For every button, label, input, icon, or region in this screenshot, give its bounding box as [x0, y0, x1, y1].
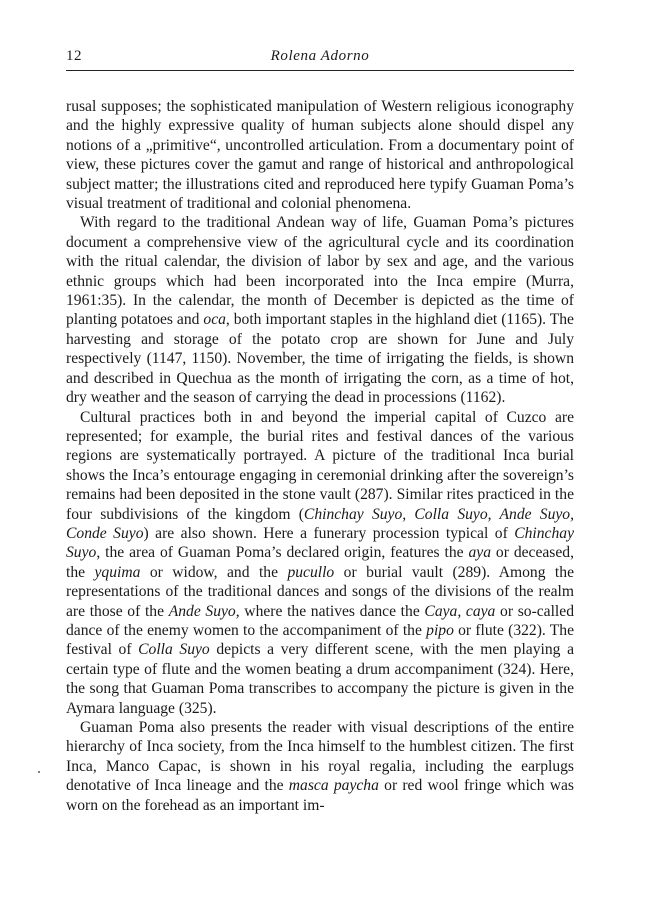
- text-run: , both important staples in the highland diet (1165). The harvesting and storage of the potato crop are shown for June and July respectively (1147, 1150). November, the time of irrigating the fields, is shown and described in Quechua as the month of irrigating the corn, as a time of hot, dry weather and the season of carrying the dead in processions (1162).: [66, 311, 574, 407]
- margin-speck: [38, 771, 40, 773]
- paragraph: [66, 718, 574, 815]
- text-run: or so-called dance of the enemy women to the accompaniment of the: [66, 602, 574, 639]
- text-run: rusal supposes; the sophisticated manipulation of Western religious iconography and the highly expressive quality of human subjects alone should dispel any notions of a „primitive“, uncontrolled articulation. From a documentary point of view, these pictures cover the gamut and range of historical and anthropological subject matter; the illustrations cited and reproduced here typify Guaman Poma’s visual treatment of traditional and colonial phenomena.: [66, 98, 574, 213]
- paragraph: [66, 213, 574, 407]
- text-run: , where the natives dance the: [235, 602, 425, 620]
- body-text: [66, 97, 574, 815]
- running-title-author: Rolena Adorno: [270, 48, 370, 64]
- italic-term: yquima: [94, 563, 141, 581]
- running-head: [66, 44, 574, 71]
- text-run: or burial vault (289). Among the representations of the traditional dances and songs of the divisions of the realm are those of the: [66, 563, 574, 620]
- italic-term: aya: [468, 544, 491, 562]
- text-run: With regard to the traditional Andean way of life, Guaman Poma’s pictures document a comprehensive view of the agricultural cycle and its coordination with the ritual calendar, the division of labor by sex and age, and the various ethnic groups which had been incorporated into the Inca empire (Murra, 1961:35). In the calendar, the month of December is depicted as the time of planting potatoes and: [66, 214, 574, 329]
- paragraph: [66, 408, 574, 719]
- text-run: or flute (322). The festival of: [66, 621, 575, 659]
- italic-term: Chinchay Suyo: [66, 524, 574, 562]
- text-run: or red wool fringe which was worn on the forehead as an important im-: [66, 777, 575, 814]
- text-run: , the area of Guaman Poma’s declared origin, features the: [96, 544, 469, 562]
- text-run: or widow, and the: [140, 563, 288, 581]
- italic-term: pipo: [426, 621, 454, 639]
- italic-term: pucullo: [287, 563, 335, 581]
- italic-term: Ande Suyo: [168, 602, 236, 620]
- text-run: ) are also shown. Here a funerary procession typical of: [143, 524, 515, 542]
- text-run: or deceased, the: [66, 544, 574, 581]
- italic-term: Caya, caya: [424, 602, 496, 620]
- italic-term: masca paycha: [288, 777, 379, 795]
- italic-term: Chinchay Suyo, Colla Suyo, Ande Suyo, Conde Suyo: [66, 505, 574, 542]
- text-run: Cultural practices both in and beyond the imperial capital of Cuzco are represented; for example, the burial rites and festival dances of the various regions are systematically portrayed. A picture of the traditional Inca burial shows the Inca’s entourage engaging in ceremonial drinking after the sovereign’s remains had been deposited in the stone vault (287). Similar rites practiced in the four subdivisions of the kingdom (: [66, 408, 574, 523]
- text-run: depicts a very different scene, with the men playing a certain type of flute and the women beating a drum accompaniment (324). Here, the song that Guaman Poma transcribes to accompany the picture is given in the Aymara language (325).: [66, 641, 574, 717]
- italic-term: oca: [203, 311, 226, 329]
- page-number: 12: [66, 48, 82, 64]
- book-page: [66, 44, 574, 815]
- italic-term: Colla Suyo: [138, 641, 210, 659]
- text-run: Guaman Poma also presents the reader with visual descriptions of the entire hierarchy of Inca society, from the Inca himself to the humblest citizen. The first Inca, Manco Capac, is shown in his royal regalia, including the earplugs denotative of Inca lineage and the: [66, 719, 574, 795]
- paragraph: [66, 97, 574, 213]
